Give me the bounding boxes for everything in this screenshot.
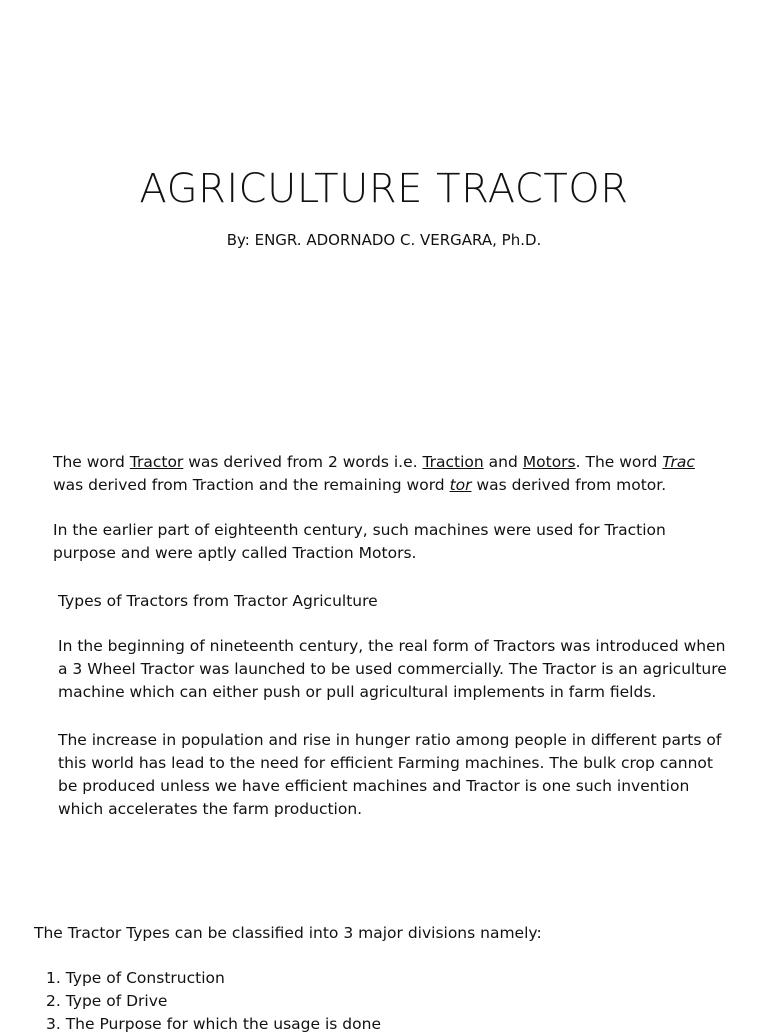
list-item: 3. The Purpose for which the usage is done [46, 1015, 381, 1033]
text-span: was derived from Traction and the remaining word [53, 476, 450, 494]
list-item: 2. Type of Drive [46, 992, 168, 1010]
list-item: 1. Type of Construction [46, 969, 225, 987]
paragraph-tractor-origin [53, 451, 695, 497]
heading-line: Types of Tractors from Tractor Agriculture [58, 592, 378, 610]
paragraph-line [53, 451, 695, 474]
paragraph-line: this world has lead to the need for efficient Farming machines. The bulk crop cannot [58, 754, 713, 772]
paragraph-line: a 3 Wheel Tractor was launched to be used commercially. The Tractor is an agriculture [58, 660, 727, 678]
heading-types-of-tractors [58, 590, 378, 613]
paragraph-line: The Tractor Types can be classified into 3 major divisions namely: [34, 924, 542, 942]
slide-subtitle: By: ENGR. ADORNADO C. VERGARA, Ph.D. [226, 231, 542, 249]
italic-term-tor: tor [449, 476, 472, 494]
underlined-term-tractor: Tractor [129, 453, 184, 471]
paragraph-line: which accelerates the farm production. [58, 800, 363, 818]
paragraph-line: In the earlier part of eighteenth century, such machines were used for Traction [53, 521, 666, 539]
classification-list [46, 967, 381, 1036]
paragraph-line: purpose and were aptly called Traction Motors. [53, 544, 417, 562]
paragraph-population-hunger [58, 729, 721, 821]
text-span: was derived from 2 words i.e. [183, 453, 423, 471]
text-span: The word [53, 453, 130, 471]
paragraph-line: machine which can either push or pull agricultural implements in farm fields. [58, 683, 657, 701]
paragraph-line: be produced unless we have efficient machines and Tractor is one such invention [58, 777, 690, 795]
paragraph-line: In the beginning of nineteenth century, the real form of Tractors was introduced when [58, 637, 726, 655]
underlined-term-motors: Motors [522, 453, 576, 471]
paragraph-eighteenth-century [53, 519, 666, 565]
text-span: and [483, 453, 523, 471]
paragraph-line [53, 474, 695, 497]
classification-intro [34, 922, 542, 945]
paragraph-nineteenth-century [58, 635, 727, 704]
paragraph-line: The increase in population and rise in hunger ratio among people in different parts of [58, 731, 722, 749]
slide-title: AGRICULTURE TRACTOR [139, 166, 629, 212]
underlined-term-traction: Traction [422, 453, 484, 471]
italic-term-trac: Trac [662, 453, 695, 471]
text-span: . The word [575, 453, 663, 471]
text-span: was derived from motor. [471, 476, 667, 494]
